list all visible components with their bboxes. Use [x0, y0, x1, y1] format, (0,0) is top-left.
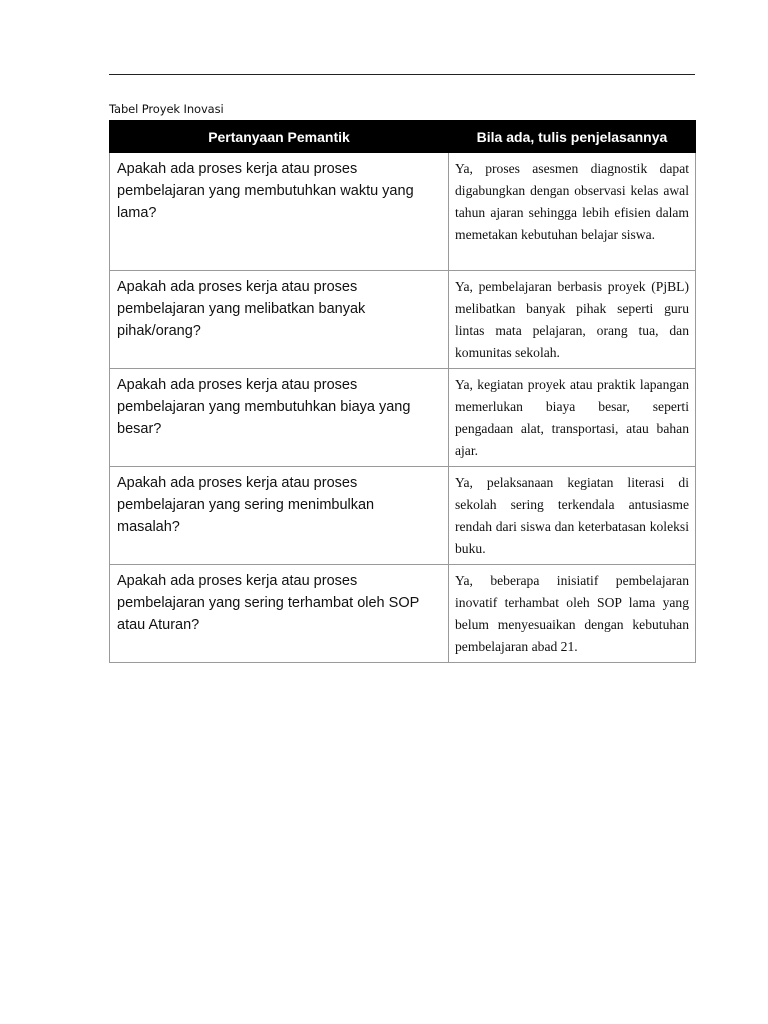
question-cell: Apakah ada proses kerja atau proses pembelajaran yang sering terhambat oleh SOP atau Aturan? — [110, 565, 449, 663]
innovation-project-table — [109, 120, 696, 663]
question-cell: Apakah ada proses kerja atau proses pembelajaran yang melibatkan banyak pihak/orang? — [110, 271, 449, 369]
question-cell: Apakah ada proses kerja atau proses pembelajaran yang sering menimbulkan masalah? — [110, 467, 449, 565]
column-header-question: Pertanyaan Pemantik — [110, 121, 449, 153]
table-row — [110, 565, 696, 663]
table-caption: Tabel Proyek Inovasi — [109, 102, 224, 116]
header-rule — [109, 74, 695, 75]
table-row — [110, 271, 696, 369]
question-cell: Apakah ada proses kerja atau proses pembelajaran yang membutuhkan biaya yang besar? — [110, 369, 449, 467]
table-header-row — [110, 121, 696, 153]
answer-cell: Ya, pelaksanaan kegiatan literasi di sekolah sering terkendala antusiasme rendah dari siswa dan keterbatasan koleksi buku. — [449, 467, 696, 565]
answer-cell: Ya, beberapa inisiatif pembelajaran inovatif terhambat oleh SOP lama yang belum menyesuaikan dengan kebutuhan pembelajaran abad 21. — [449, 565, 696, 663]
table-row — [110, 153, 696, 271]
question-cell: Apakah ada proses kerja atau proses pembelajaran yang membutuhkan waktu yang lama? — [110, 153, 449, 271]
answer-cell: Ya, pembelajaran berbasis proyek (PjBL) melibatkan banyak pihak seperti guru lintas mata pelajaran, orang tua, dan komunitas sekolah. — [449, 271, 696, 369]
table-row — [110, 369, 696, 467]
answer-cell: Ya, proses asesmen diagnostik dapat digabungkan dengan observasi kelas awal tahun ajaran sehingga lebih efisien dalam memetakan kebutuhan belajar siswa. — [449, 153, 696, 271]
column-header-explanation: Bila ada, tulis penjelasannya — [449, 121, 696, 153]
table-row — [110, 467, 696, 565]
answer-cell: Ya, kegiatan proyek atau praktik lapangan memerlukan biaya besar, seperti pengadaan alat, transportasi, atau bahan ajar. — [449, 369, 696, 467]
